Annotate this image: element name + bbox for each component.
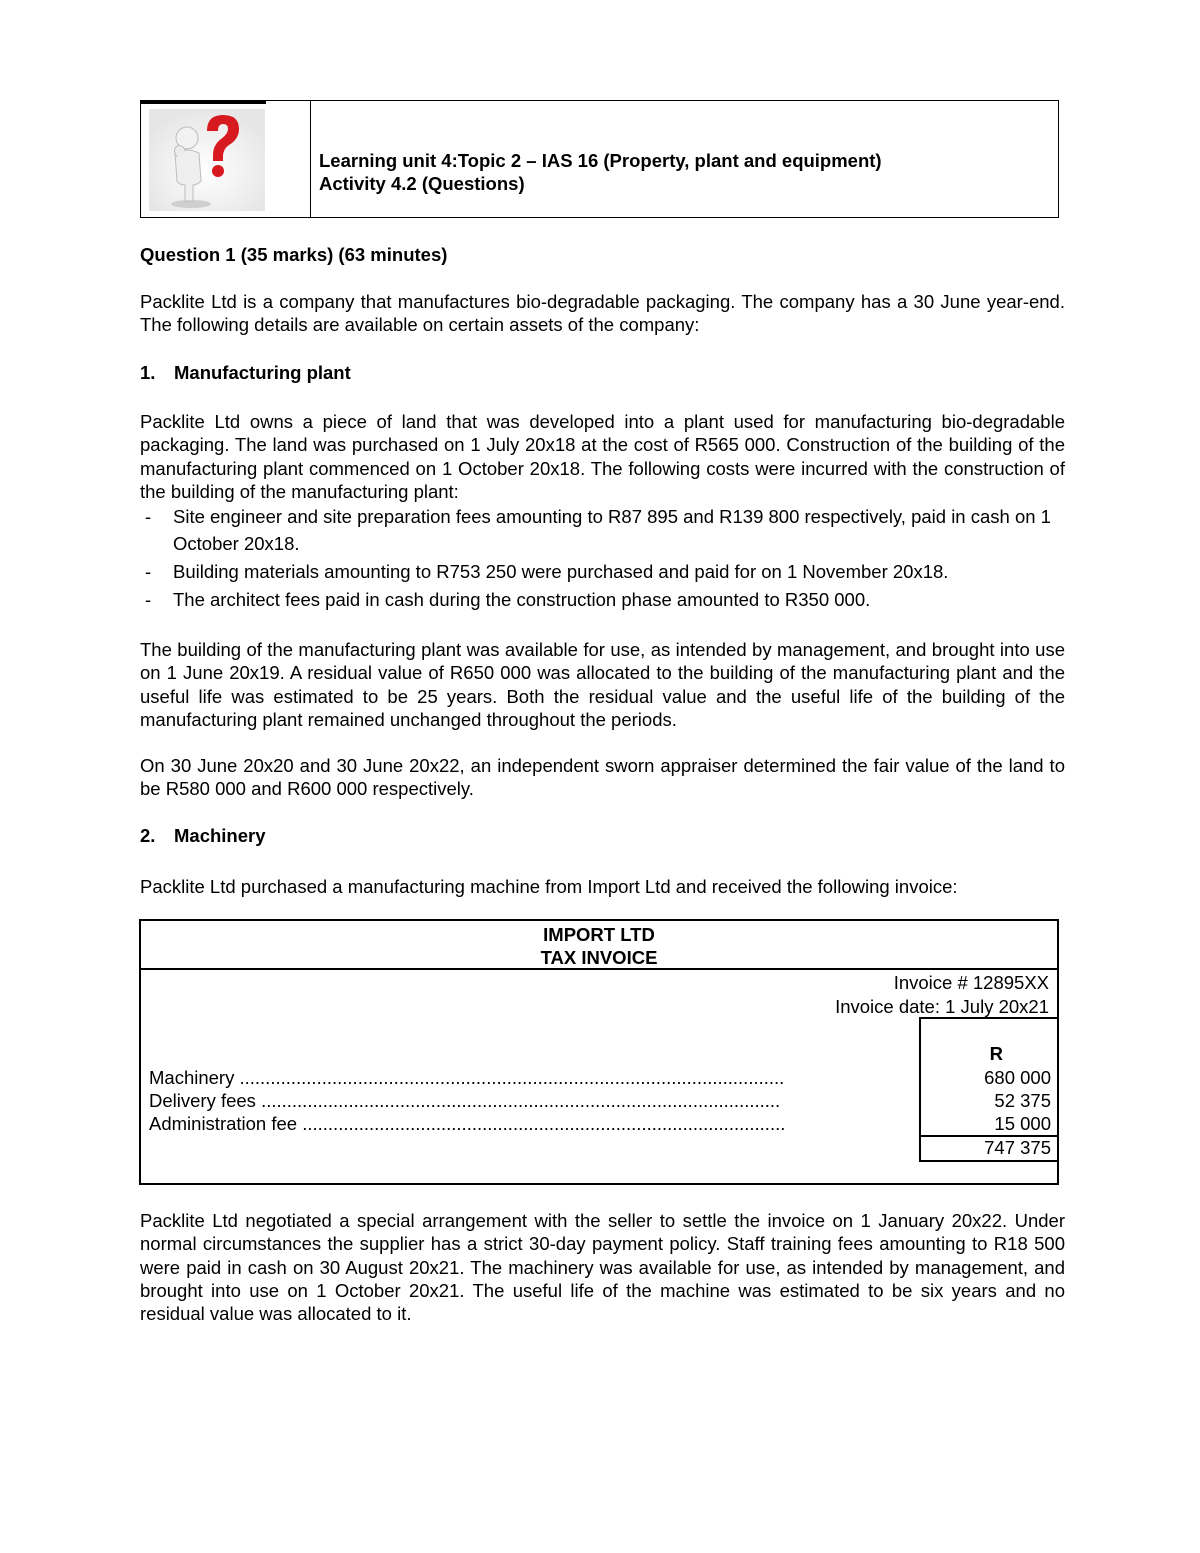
invoice-line-amount: 15 000 [994, 1113, 1051, 1134]
payment-arrangement-paragraph: Packlite Ltd negotiated a special arrangement with the seller to settle the invoice on 1 January 20x22. Under normal circumstances the supplier has a strict 30-day payment policy. Staff training fees amounting to R18 500 were paid in cash on 30 August 20x21. The machinery was available for use, as intended by management, and brought into use on 1 October 20x21. The useful life of the machine was estimated to be six years and no residual value was allocated to it. [140, 1210, 1065, 1325]
invoice-doc-type: TAX INVOICE [540, 947, 658, 968]
section-heading-machinery [140, 825, 266, 847]
manufacturing-plant-paragraph: Packlite Ltd owns a piece of land that was developed into a plant used for manufacturing bio-degradable packaging. The land was purchased on 1 July 20x18 at the cost of R565 000. Construction of the building of the manufacturing plant commenced on 1 October 20x18. The following costs were incurred with the construction of the building of the manufacturing plant: [140, 411, 1065, 502]
list-item: - The architect fees paid in cash during the construction phase amounted to R350 000. [145, 589, 871, 610]
list-item: - Building materials amounting to R753 250 were purchased and paid for on 1 November 20x18. [145, 561, 949, 582]
section-number: 1. [140, 362, 156, 383]
invoice-total: 747 375 [984, 1137, 1051, 1158]
activity-header [140, 100, 1059, 218]
question-figure-image [141, 101, 311, 217]
question-intro: Packlite Ltd is a company that manufactures bio-degradable packaging. The company has a 30 June year-end. The following details are available on certain assets of the company: [140, 291, 1065, 336]
section-title: Manufacturing plant [174, 362, 351, 383]
land-fair-value-paragraph: On 30 June 20x20 and 30 June 20x22, an independent sworn appraiser determined the fair value of the land to be R580 000 and R600 000 respectively. [140, 755, 1065, 800]
invoice-number: Invoice # 12895XX [893, 972, 1049, 993]
tax-invoice [139, 919, 1059, 1185]
machinery-intro-paragraph: Packlite Ltd purchased a manufacturing machine from Import Ltd and received the following invoice: [140, 876, 958, 897]
section-number: 2. [140, 825, 156, 846]
section-heading-manufacturing-plant [140, 362, 351, 384]
construction-costs-list [140, 503, 1065, 613]
activity-header-title [319, 149, 882, 195]
activity-title: Activity 4.2 (Questions) [319, 173, 525, 194]
invoice-line-label: Machinery .......................................................................................................... [149, 1067, 785, 1088]
invoice-date: Invoice date: 1 July 20x21 [835, 996, 1049, 1017]
invoice-line-amount: 52 375 [994, 1090, 1051, 1111]
invoice-amounts-column [919, 1017, 1059, 1162]
invoice-line-label: Delivery fees ..................................................................................................... [149, 1090, 781, 1111]
invoice-header [141, 921, 1057, 970]
invoice-line-label: Administration fee .............................................................................................. [149, 1113, 786, 1134]
section-title: Machinery [174, 825, 266, 846]
building-availability-paragraph: The building of the manufacturing plant was available for use, as intended by management, and brought into use on 1 June 20x19. A residual value of R650 000 was allocated to the building of the manufacturing plant and the useful life was estimated to be 25 years. Both the residual value and the useful life of the building of the manufacturing plant remained unchanged throughout the periods. [140, 639, 1065, 730]
thinking-person-question-mark-icon [141, 101, 309, 215]
list-item: - Site engineer and site preparation fees amounting to R87 895 and R139 800 respectively, paid in cash on 1 October 20x18. [145, 506, 1051, 554]
learning-unit-title: Learning unit 4:Topic 2 – IAS 16 (Property, plant and equipment) [319, 150, 882, 171]
currency-header: R [989, 1043, 1003, 1064]
invoice-line-amount: 680 000 [984, 1067, 1051, 1088]
question-title: Question 1 (35 marks) (63 minutes) [140, 244, 448, 265]
invoice-company: IMPORT LTD [543, 924, 655, 945]
